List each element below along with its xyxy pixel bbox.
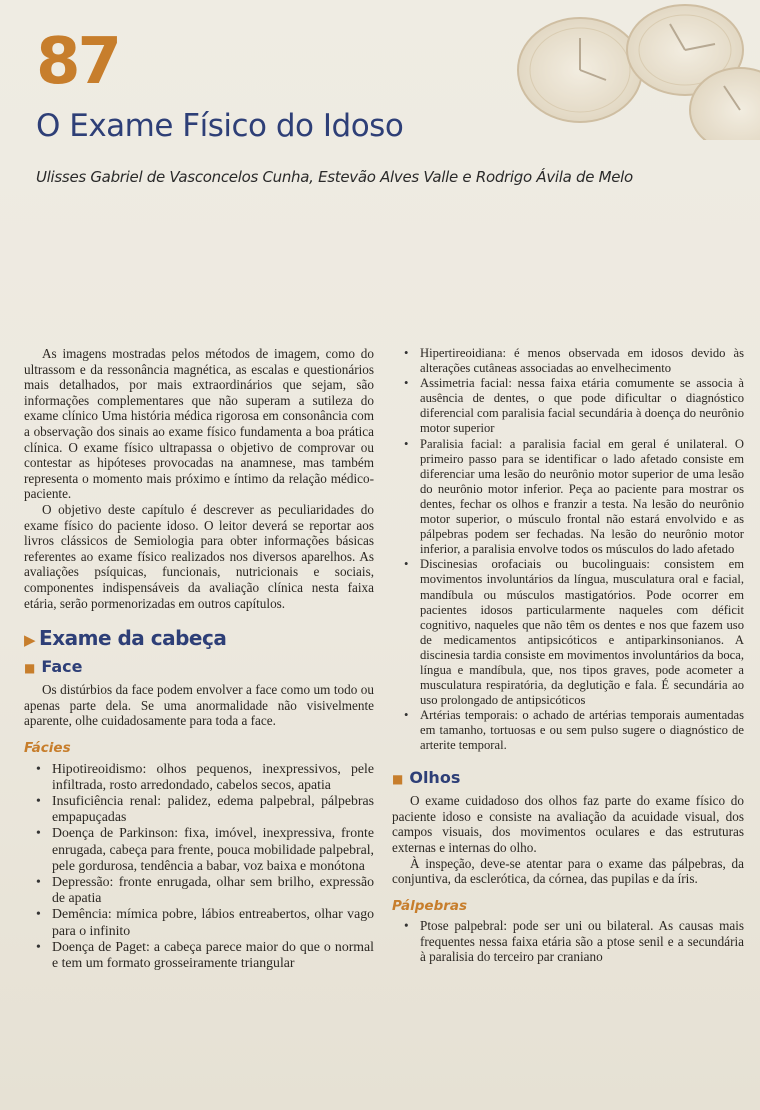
square-bullet-icon: ■ (392, 771, 404, 786)
list-item: • Doença de Paget: a cabeça parece maior do que o normal e tem um formato grosseiramente triangular (24, 939, 374, 971)
list-item: • Assimetria facial: nessa faixa etária comumente se associa à ausência de dentes, o que pode dificultar o diagnóstico diferencial com paralisia facial secundária à doença do neurônio motor superior (392, 376, 744, 436)
list-item: • Insuficiência renal: palidez, edema palpebral, pálpebras empapuçadas (24, 793, 374, 825)
section-heading-exame-cabeca (24, 626, 374, 651)
subsection-heading-face (24, 656, 374, 677)
intro-paragraph: As imagens mostradas pelos métodos de imagem, como do ultrassom e da ressonância magnética, as escalas e questionários mais detalhados, por mais extraordinários que sejam, são informações complementares que não superam a sutileza do exame clínico Uma história médica rigorosa em consonância com a observação dos sinais ao exame físico fundamenta a boa prática clínica. O exame físico ultrapassa o objetivo de comprovar ou contestar as hipóteses provocadas na anamnese, mas também representa o momento mais próximo e íntimo da relação médico-paciente. (24, 346, 374, 502)
list-item: • Paralisia facial: a paralisia facial em geral é unilateral. O primeiro passo para se identificar o lado afetado consiste em diferenciar uma lesão do neurônio motor superior de uma lesão do neurônio motor inferior. Peça ao paciente para mostrar os dentes, fechar os olhos e franzir a testa. Na lesão do neurônio motor superior, o músculo frontal não estará envolvido e as pálpebras podem ser fechadas. Na lesão do neurônio motor inferior, a paralisia envolve todos os músculos do lado afetado (392, 437, 744, 558)
list-item: • Depressão: fronte enrugada, olhar sem brilho, expressão de apatia (24, 874, 374, 906)
eyelids-list (392, 918, 744, 965)
subsection-heading-olhos (392, 767, 744, 788)
list-item: • Doença de Parkinson: fixa, imóvel, inexpressiva, fronte enrugada, cabeça para frente, pouca mobilidade palpebral, pele gordurosa, tendência a babar, voz baixa e monótona (24, 825, 374, 874)
chapter-number: 87 (36, 25, 120, 99)
list-item: • Hipotireoidismo: olhos pequenos, inexpressivos, pele infiltrada, rosto arredondado, cabelos secos, apatia (24, 761, 374, 793)
eyelids-heading: Pálpebras (392, 897, 468, 914)
right-column (392, 346, 744, 965)
melting-clocks-illustration (510, 0, 760, 140)
eyes-paragraph: À inspeção, deve-se atentar para o exame das pálpebras, da conjuntiva, da esclerótica, da córnea, das pupilas e da íris. (392, 855, 744, 887)
section-title: Exame da cabeça (39, 626, 227, 651)
subsection-title: Olhos (409, 767, 461, 787)
chapter-title: O Exame Físico do Idoso (36, 108, 404, 144)
left-column (24, 346, 374, 971)
square-bullet-icon: ■ (24, 660, 36, 675)
list-item: • Discinesias orofaciais ou bucolinguais: consistem em movimentos involuntários da língua, musculatura oral e facial, mandíbula ou músculos mastigatórios. Pode ocorrer em pacientes idosos particularmente naqueles com déficit cognitivo, naqueles que não têm os dentes e nos que fazem uso de medicamentos antipsicóticos e antiparkinsonianos. A discinesia tardia consiste em movimentos involuntários da boca, língua e mandíbula, que, nos tipos graves, pode acometer a musculatura respiratória, da deglutição e fala. É secundária ao uso prolongado de antipsicóticos (392, 557, 744, 708)
list-item: • Demência: mímica pobre, lábios entreabertos, olhar vago para o infinito (24, 906, 374, 938)
triangle-bullet-icon: ▶ (24, 631, 36, 650)
facies-list (24, 761, 374, 972)
face-findings-list (392, 346, 744, 754)
list-item: • Ptose palpebral: pode ser uni ou bilateral. As causas mais frequentes nessa faixa etária são a ptose senil e a secundária à paralisia do terceiro par craniano (392, 918, 744, 965)
intro-paragraph: O objetivo deste capítulo é descrever as peculiaridades do exame físico do paciente idoso. O leitor deverá se reportar aos livros clássicos de Semiologia para obter informações básicas referentes ao exame físico realizados nos diversos aparelhos. As avaliações psíquicas, funcionais, nutricionais e sociais, componentes indispensáveis da avaliação clínica nesta faixa etária, serão pormenorizadas em outros capítulos. (24, 501, 374, 611)
face-paragraph: Os distúrbios da face podem envolver a face como um todo ou apenas parte dela. Se uma anormalidade não visivelmente aparente, olhe cuidadosamente para toda a face. (24, 682, 374, 729)
list-item: • Hipertireoidiana: é menos observada em idosos devido às alterações cutâneas associadas ao envelhecimento (392, 346, 744, 376)
subsection-title: Face (41, 656, 83, 676)
eyes-paragraph: O exame cuidadoso dos olhos faz parte do exame físico do paciente idoso e consiste na avaliação da acuidade visual, dos campos visuais, dos movimentos oculares e das estruturas externas e internas do olho. (392, 793, 744, 855)
list-item: • Artérias temporais: o achado de artérias temporais aumentadas em tamanho, tortuosas e ou sem pulso sugere o diagnóstico de arterite temporal. (392, 708, 744, 753)
chapter-authors: Ulisses Gabriel de Vasconcelos Cunha, Estevão Alves Valle e Rodrigo Ávila de Melo (36, 168, 633, 186)
facies-heading: Fácies (24, 740, 71, 757)
